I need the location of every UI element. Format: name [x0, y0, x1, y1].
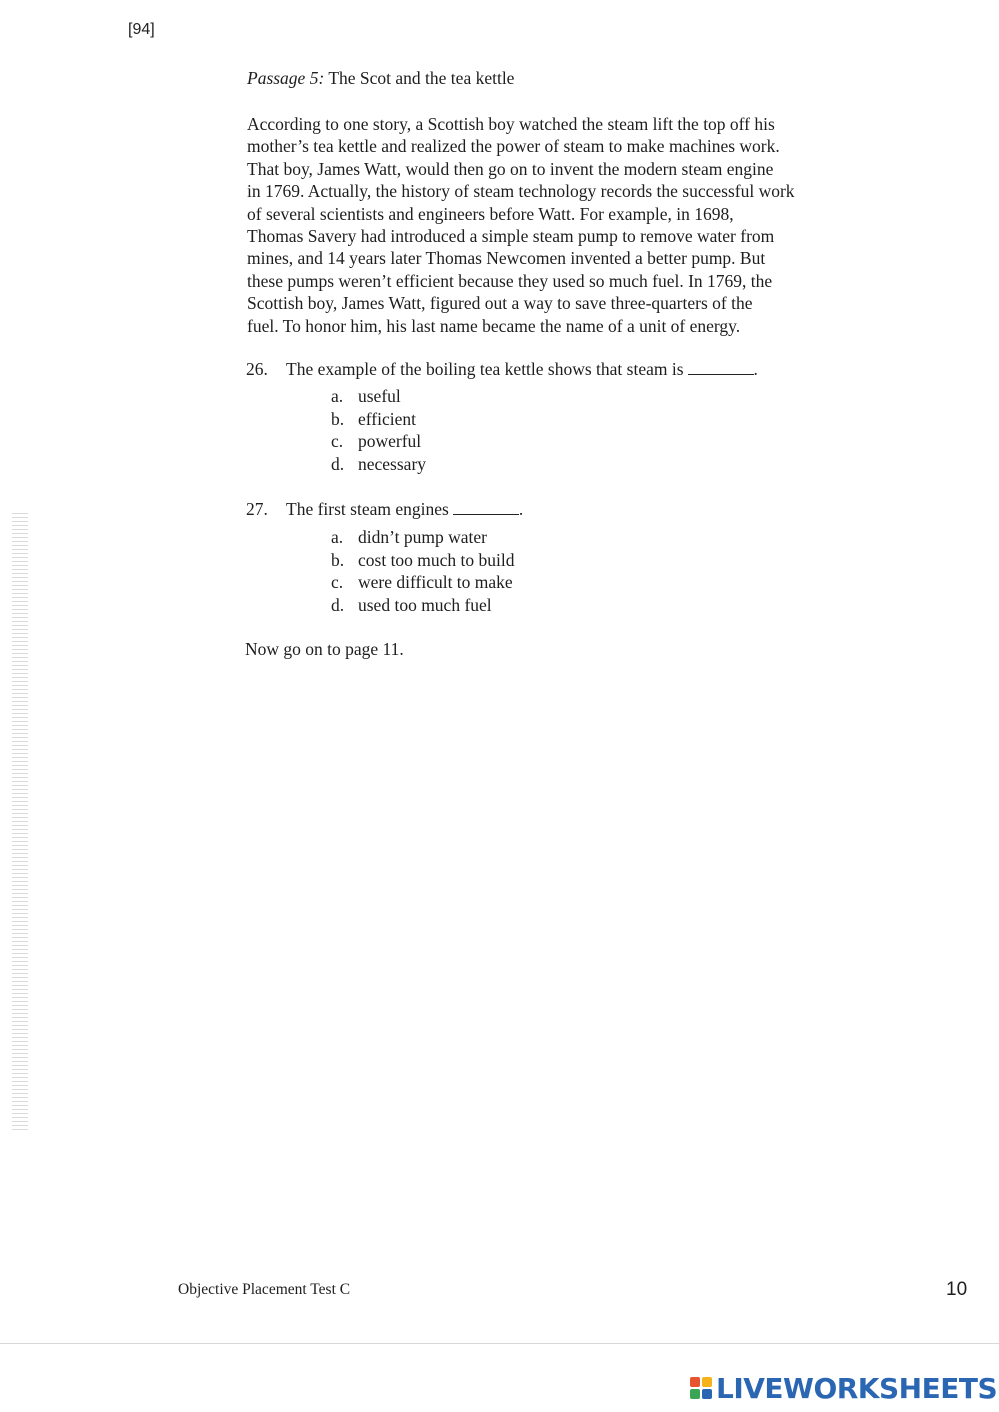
- passage-title: The Scot and the tea kettle: [328, 68, 515, 88]
- passage-line: in 1769. Actually, the history of steam technology records the successful work: [247, 181, 795, 202]
- option-text: cost too much to build: [358, 549, 515, 570]
- option-text: necessary: [358, 453, 427, 474]
- option-text: didn’t pump water: [358, 527, 487, 547]
- option-text: powerful: [358, 431, 422, 451]
- option-letter: c.: [331, 431, 344, 451]
- page-number-top: [94]: [128, 21, 155, 38]
- passage-line: these pumps weren’t efficient because they used so much fuel. In 1769, the: [247, 270, 773, 291]
- option-item[interactable]: [331, 430, 426, 453]
- scan-edge-artifact: [12, 510, 28, 1130]
- passage-line: fuel. To honor him, his last name became the name of a unit of energy.: [247, 315, 741, 336]
- option-letter: b.: [331, 549, 345, 570]
- option-text: were difficult to make: [358, 572, 513, 592]
- footer-test-name: Objective Placement Test C: [178, 1281, 351, 1298]
- option-item[interactable]: [331, 594, 515, 617]
- passage-heading: [247, 68, 514, 89]
- answer-blank[interactable]: [688, 360, 754, 375]
- option-item[interactable]: [331, 571, 515, 594]
- footer-page-number: 10: [946, 1279, 968, 1300]
- brand-icon-square: [702, 1389, 712, 1399]
- brand-icon-square: [690, 1377, 700, 1387]
- answer-blank[interactable]: [453, 500, 519, 515]
- option-item[interactable]: [331, 453, 426, 476]
- question-stem: The example of the boiling tea kettle shows that steam is: [286, 359, 684, 379]
- brand-icon-square: [702, 1377, 712, 1387]
- passage-line: mother’s tea kettle and realized the power of steam to make machines work.: [247, 136, 780, 157]
- option-letter: d.: [331, 594, 345, 615]
- go-on-instruction: Now go on to page 11.: [245, 639, 404, 659]
- option-letter: c.: [331, 572, 344, 592]
- question-27: [246, 499, 523, 520]
- passage-body: [247, 113, 917, 337]
- question-end: .: [753, 359, 758, 379]
- option-text: efficient: [358, 408, 416, 429]
- brand-name: LIVEWORKSHEETS: [716, 1371, 998, 1405]
- question-end: .: [518, 499, 524, 519]
- passage-line: of several scientists and engineers before Watt. For example, in 1698,: [247, 203, 734, 224]
- passage-line: mines, and 14 years later Thomas Newcomen invented a better pump. But: [247, 248, 766, 269]
- question-number: 27.: [246, 499, 268, 519]
- option-letter: d.: [331, 453, 345, 474]
- options-26: [331, 385, 426, 475]
- option-item[interactable]: [331, 549, 515, 572]
- brand-logo[interactable]: [690, 1368, 997, 1408]
- question-stem: The first steam engines: [286, 499, 449, 519]
- option-letter: a.: [331, 386, 344, 406]
- brand-icon-square: [690, 1389, 700, 1399]
- footer-divider: [0, 1343, 999, 1344]
- options-27: [331, 526, 515, 616]
- passage-line: According to one story, a Scottish boy watched the steam lift the top off his: [247, 114, 775, 134]
- option-item[interactable]: [331, 526, 515, 549]
- question-number: 26.: [246, 359, 268, 379]
- option-text: used too much fuel: [358, 594, 492, 615]
- passage-line: Scottish boy, James Watt, figured out a way to save three-quarters of the: [247, 293, 753, 314]
- option-item[interactable]: [331, 385, 426, 408]
- passage-line: Thomas Savery had introduced a simple steam pump to remove water from: [247, 226, 775, 247]
- question-26: [246, 359, 758, 380]
- passage-line: That boy, James Watt, would then go on to invent the modern steam engine: [247, 158, 774, 179]
- option-letter: b.: [331, 408, 345, 429]
- option-letter: a.: [331, 527, 344, 547]
- passage-label: Passage 5:: [247, 68, 325, 88]
- option-item[interactable]: [331, 408, 426, 431]
- brand-grid-icon: [690, 1377, 712, 1399]
- option-text: useful: [358, 386, 401, 406]
